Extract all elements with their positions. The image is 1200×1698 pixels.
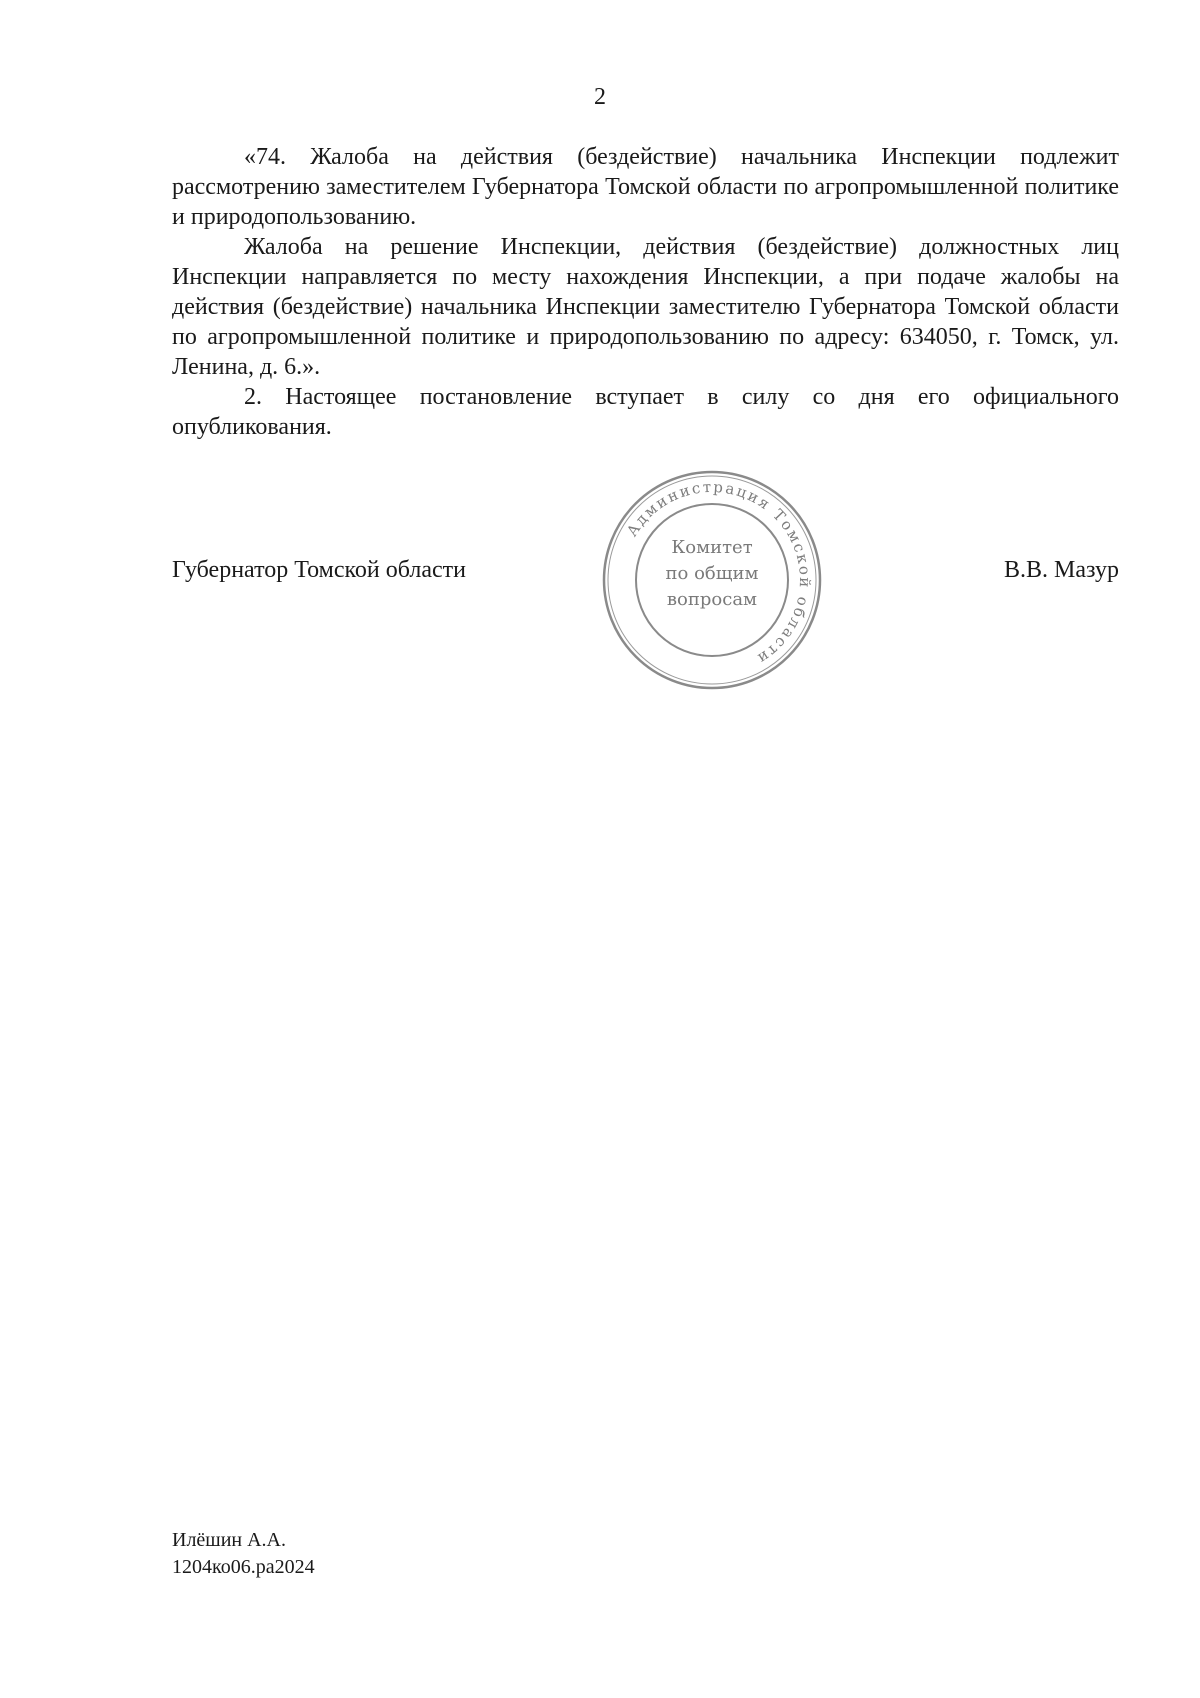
paragraph-complaint-head: «74. Жалоба на действия (бездействие) начальника Инспекции подлежит рассмотрению заместителем Губернатора Томской области по агропромышленной политике и природопользованию. [172,144,1119,230]
signature-title: Губернатор Томской области [172,557,466,583]
signature-name: В.В. Мазур [1004,557,1119,583]
stamp-seal-graphic [600,468,824,692]
official-stamp [600,468,824,692]
paragraph-complaint-address: Жалоба на решение Инспекции, действия (бездействие) должностных лиц Инспекции направляется по месту нахождения Инспекции, а при подаче жалобы на действия (бездействие) начальника Инспекции заместителю Губернатора Томской области по агропромышленной политике и природопользованию по адресу: 634050, г. Томск, ул. Ленина, д. 6.». [172,234,1119,380]
footer-block [172,1527,315,1581]
page-number: 2 [594,84,606,110]
document-code: 1204ко06.ра2024 [172,1556,315,1578]
paragraph-entry-into-force: 2. Настоящее постановление вступает в силу со дня его официального опубликования. [172,384,1119,440]
executor-name: Илёшин А.А. [172,1529,286,1551]
stamp-center-line-1: Комитет [671,537,753,558]
stamp-ring-text: Администрация Томской области [622,477,815,669]
stamp-center-line-2: по общим [665,563,759,584]
document-body [172,142,1119,442]
stamp-center-line-3: вопросам [666,589,758,610]
